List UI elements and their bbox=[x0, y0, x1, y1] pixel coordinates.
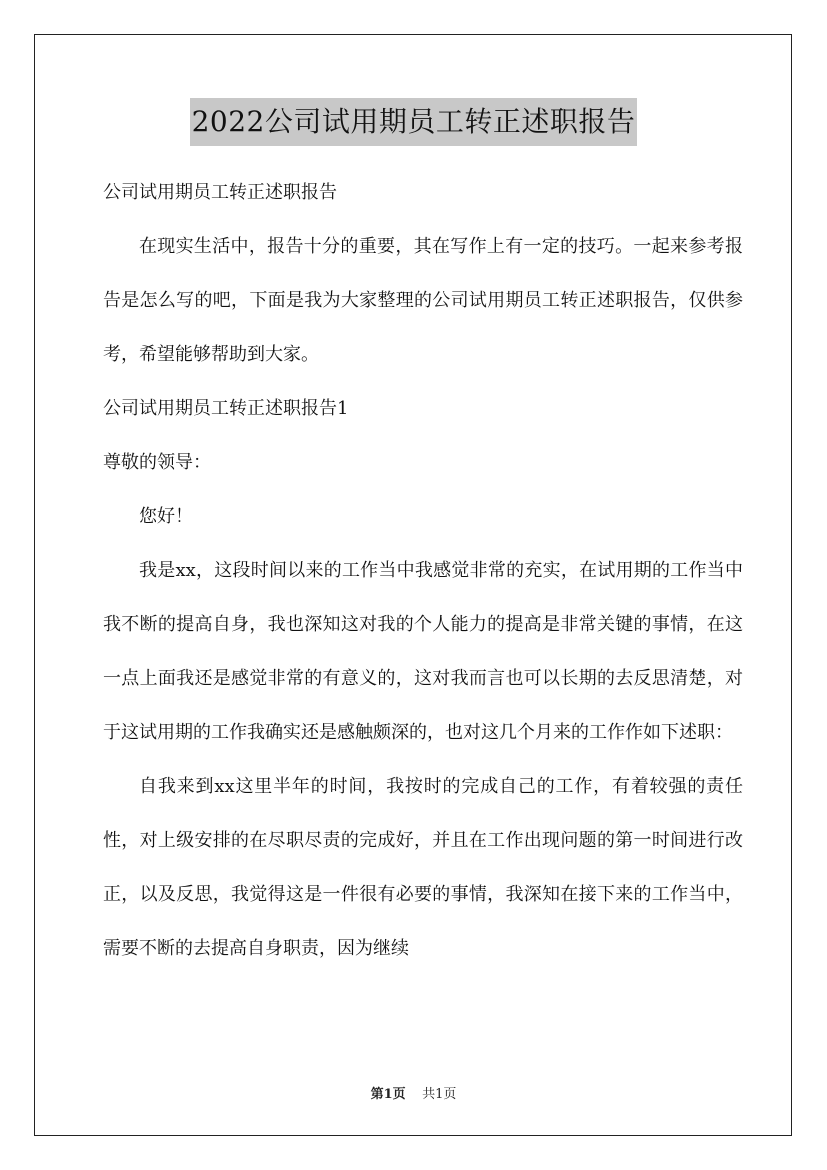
salutation: 尊敬的领导： bbox=[103, 452, 211, 473]
intro-paragraph: 在现实生活中，报告十分的重要，其在写作上有一定的技巧。一起来参考报告是怎么写的吧，下面是我为大家整理的公司试用期员工转正述职报告，仅供参考，希望能够帮助到大家。 bbox=[103, 236, 743, 365]
subtitle: 公司试用期员工转正述职报告 bbox=[103, 182, 337, 203]
page-footer bbox=[0, 1083, 827, 1102]
page-total: 共1页 bbox=[422, 1087, 457, 1102]
section-heading: 公司试用期员工转正述职报告1 bbox=[103, 398, 349, 419]
body-paragraph-2: 自我来到xx这里半年的时间，我按时的完成自己的工作，有着较强的责任性，对上级安排的在尽职尽责的完成好，并且在工作出现问题的第一时间进行改正，以及反思，我觉得这是一件很有必要的事情，我深知在接下来的工作当中，需要不断的去提高自身职责，因为继续 bbox=[103, 776, 743, 959]
document-body bbox=[103, 166, 743, 976]
document-title: 2022公司试用期员工转正述职报告 bbox=[190, 98, 638, 146]
page-number: 第1页 bbox=[370, 1087, 406, 1102]
greeting: 您好！ bbox=[139, 506, 193, 527]
body-paragraph-1: 我是xx，这段时间以来的工作当中我感觉非常的充实，在试用期的工作当中我不断的提高自身，我也深知这对我的个人能力的提高是非常关键的事情，在这一点上面我还是感觉非常的有意义的，这对我而言也可以长期的去反思清楚，对于这试用期的工作我确实还是感触颇深的，也对这几个月来的工作作如下述职： bbox=[103, 560, 743, 743]
title-container bbox=[0, 98, 827, 146]
